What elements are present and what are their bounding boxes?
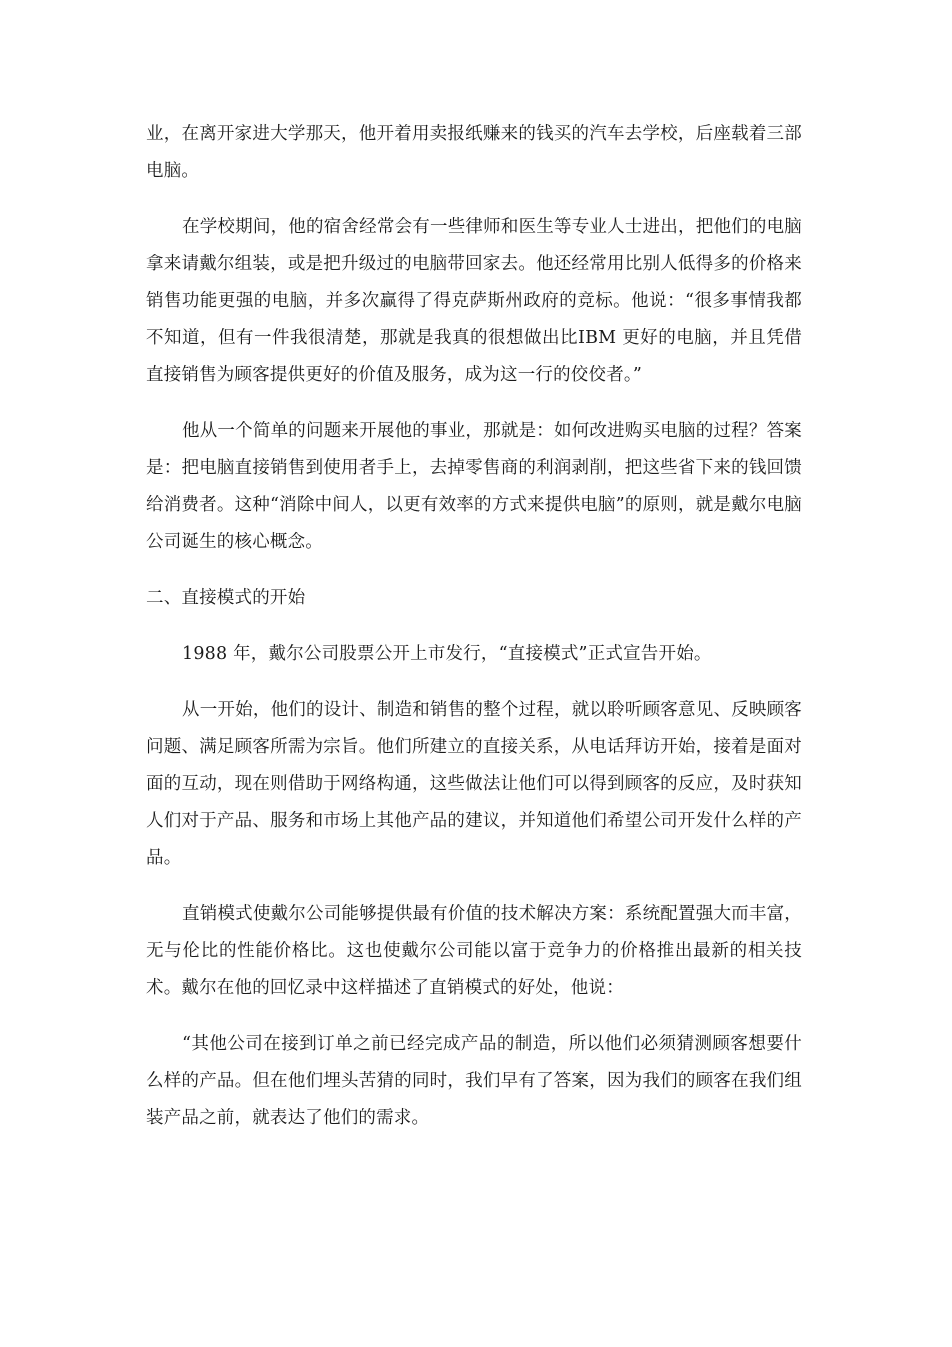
paragraph-2: 在学校期间，他的宿舍经常会有一些律师和医生等专业人士进出，把他们的电脑拿来请戴尔组装，或是把升级过的电脑带回家去。他还经常用比别人低得多的价格来销售功能更强的电脑，并多次赢得了得克萨斯州政府的竞标。他说：“很多事情我都不知道，但有一件我很清楚，那就是我真的很想做出比IBM 更好的电脑，并且凭借直接销售为顾客提供更好的价值及服务，成为这一行的佼佼者。” xyxy=(146,217,802,385)
document-body xyxy=(146,116,802,1156)
paragraph-7: “其他公司在接到订单之前已经完成产品的制造，所以他们必须猜测顾客想要什么样的产品。但在他们埋头苦猜的同时，我们早有了答案，因为我们的顾客在我们组装产品之前，就表达了他们的需求。 xyxy=(146,1034,802,1128)
paragraph-4: 1988 年，戴尔公司股票公开上市发行，“直接模式”正式宣告开始。 xyxy=(182,644,712,664)
section-heading: 二、直接模式的开始 xyxy=(146,588,306,608)
paragraph-3: 他从一个简单的问题来开展他的事业，那就是：如何改进购买电脑的过程？答案是：把电脑直接销售到使用者手上，去掉零售商的利润剥削，把这些省下来的钱回馈给消费者。这种“消除中间人，以更有效率的方式来提供电脑”的原则，就是戴尔电脑公司诞生的核心概念。 xyxy=(146,421,802,552)
paragraph-1: 业，在离开家进大学那天，他开着用卖报纸赚来的钱买的汽车去学校，后座载着三部电脑。 xyxy=(146,124,802,181)
paragraph-5: 从一开始，他们的设计、制造和销售的整个过程，就以聆听顾客意见、反映顾客问题、满足顾客所需为宗旨。他们所建立的直接关系，从电话拜访开始，接着是面对面的互动，现在则借助于网络构通，这些做法让他们可以得到顾客的反应，及时获知人们对于产品、服务和市场上其他产品的建议，并知道他们希望公司开发什么样的产品。 xyxy=(146,700,802,868)
paragraph-6: 直销模式使戴尔公司能够提供最有价值的技术解决方案：系统配置强大而丰富，无与伦比的性能价格比。这也使戴尔公司能以富于竞争力的价格推出最新的相关技术。戴尔在他的回忆录中这样描述了直销模式的好处，他说： xyxy=(146,904,802,998)
